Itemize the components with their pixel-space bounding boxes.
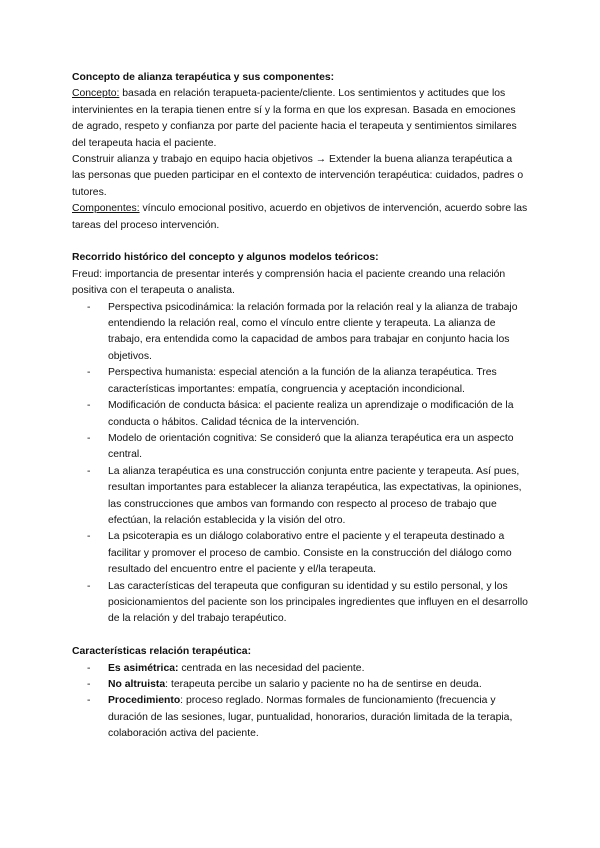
list-item: - Modificación de conducta básica: el paciente realiza un aprendizaje o modificación de la conducta o hábitos. Calidad técnica de la intervención. <box>72 398 528 431</box>
componentes-label: Componentes: <box>72 203 140 215</box>
concepto-paragraph <box>72 86 528 152</box>
componentes-paragraph <box>72 201 528 234</box>
componentes-text: vínculo emocional positivo, acuerdo en objetivos de intervención, acuerdo sobre las tareas del proceso intervención. <box>72 203 528 231</box>
section-concept <box>72 70 528 234</box>
paragraph-gap <box>72 628 528 644</box>
list-item: - Perspectiva psicodinámica: la relación formada por la relación real y la alianza de trabajo entendiendo la relación real, como el vínculo entre cliente y terapeuta. La alianza de trabajo, era entendida como la capacidad de ambos para trabajar en conjunto hacia los objetivos. <box>72 300 528 366</box>
list-item: - Perspectiva humanista: especial atención a la función de la alianza terapéutica. Tres características importantes: empatía, congruencia y aceptación incondicional. <box>72 365 528 398</box>
section-heading: Recorrido histórico del concepto y algunos modelos teóricos: <box>72 252 379 264</box>
freud-paragraph: Freud: importancia de presentar interés y comprensión hacia el paciente creando una relación positiva con el terapeuta o analista. <box>72 268 506 297</box>
list-item <box>72 677 528 693</box>
list-item <box>72 661 528 677</box>
list-item: - La alianza terapéutica es una construcción conjunta entre paciente y terapeuta. Así pues, resultan importantes para establecer la alianza terapéutica, las expectativas, la opiniones, las construcciones que ambos van formando con respecto al proceso de trabajo que efectúan, la relación establecida y la visión del otro. <box>72 464 528 530</box>
concepto-text: basada en relación terapueta-paciente/cliente. Los sentimientos y actitudes que los intervinientes en la terapia tienen entre sí y la forma en que los expresan. Basada en emociones de agrado, respeto y confianza por parte del paciente hacia el terapeuta y sentimientos similares del terapeuta hacia el paciente. <box>72 88 517 149</box>
concepto-label: Concepto: <box>72 88 120 100</box>
construir-paragraph: Construir alianza y trabajo en equipo hacia objetivos → Extender la buena alianza terapéutica a las personas que pueden participar en el contexto de intervención terapéutica: cuidados, padres o tutores. <box>72 154 524 198</box>
item-text: : proceso reglado. Normas formales de funcionamiento (frecuencia y duración de las sesiones, lugar, puntualidad, honorarios, duración limitada de la terapia, colaboración activa del paciente. <box>108 695 513 740</box>
list-item <box>72 693 528 742</box>
list-item: - Las características del terapeuta que configuran su identidad y su estilo personal, y los posicionamientos del paciente son los principales ingredientes que influyen en el desarrollo de la relación y del trabajo terapéutico. <box>72 579 528 628</box>
section-heading: Concepto de alianza terapéutica y sus componentes: <box>72 72 335 83</box>
paragraph-gap <box>72 234 528 250</box>
list-item: - Modelo de orientación cognitiva: Se consideró que la alianza terapéutica era un aspecto central. <box>72 431 528 464</box>
item-term: No altruista <box>108 679 166 690</box>
item-term: Procedimiento <box>108 695 181 707</box>
section-heading: Características relación terapéutica: <box>72 646 252 658</box>
section-characteristics <box>72 644 528 742</box>
section-history <box>72 250 528 627</box>
item-text: : terapeuta percibe un salario y paciente no ha de sentirse en deuda. <box>165 679 482 690</box>
characteristics-list <box>72 661 528 743</box>
item-term: Es asimétrica: <box>108 662 179 674</box>
list-item: - La psicoterapia es un diálogo colaborativo entre el paciente y el terapeuta destinado a facilitar y promover el proceso de cambio. Consiste en la construcción del diálogo como resultado del encuentro entre el paciente y el/la terapeuta. <box>72 529 528 578</box>
item-text: centrada en las necesidad del paciente. <box>178 662 365 674</box>
history-list <box>72 300 528 628</box>
